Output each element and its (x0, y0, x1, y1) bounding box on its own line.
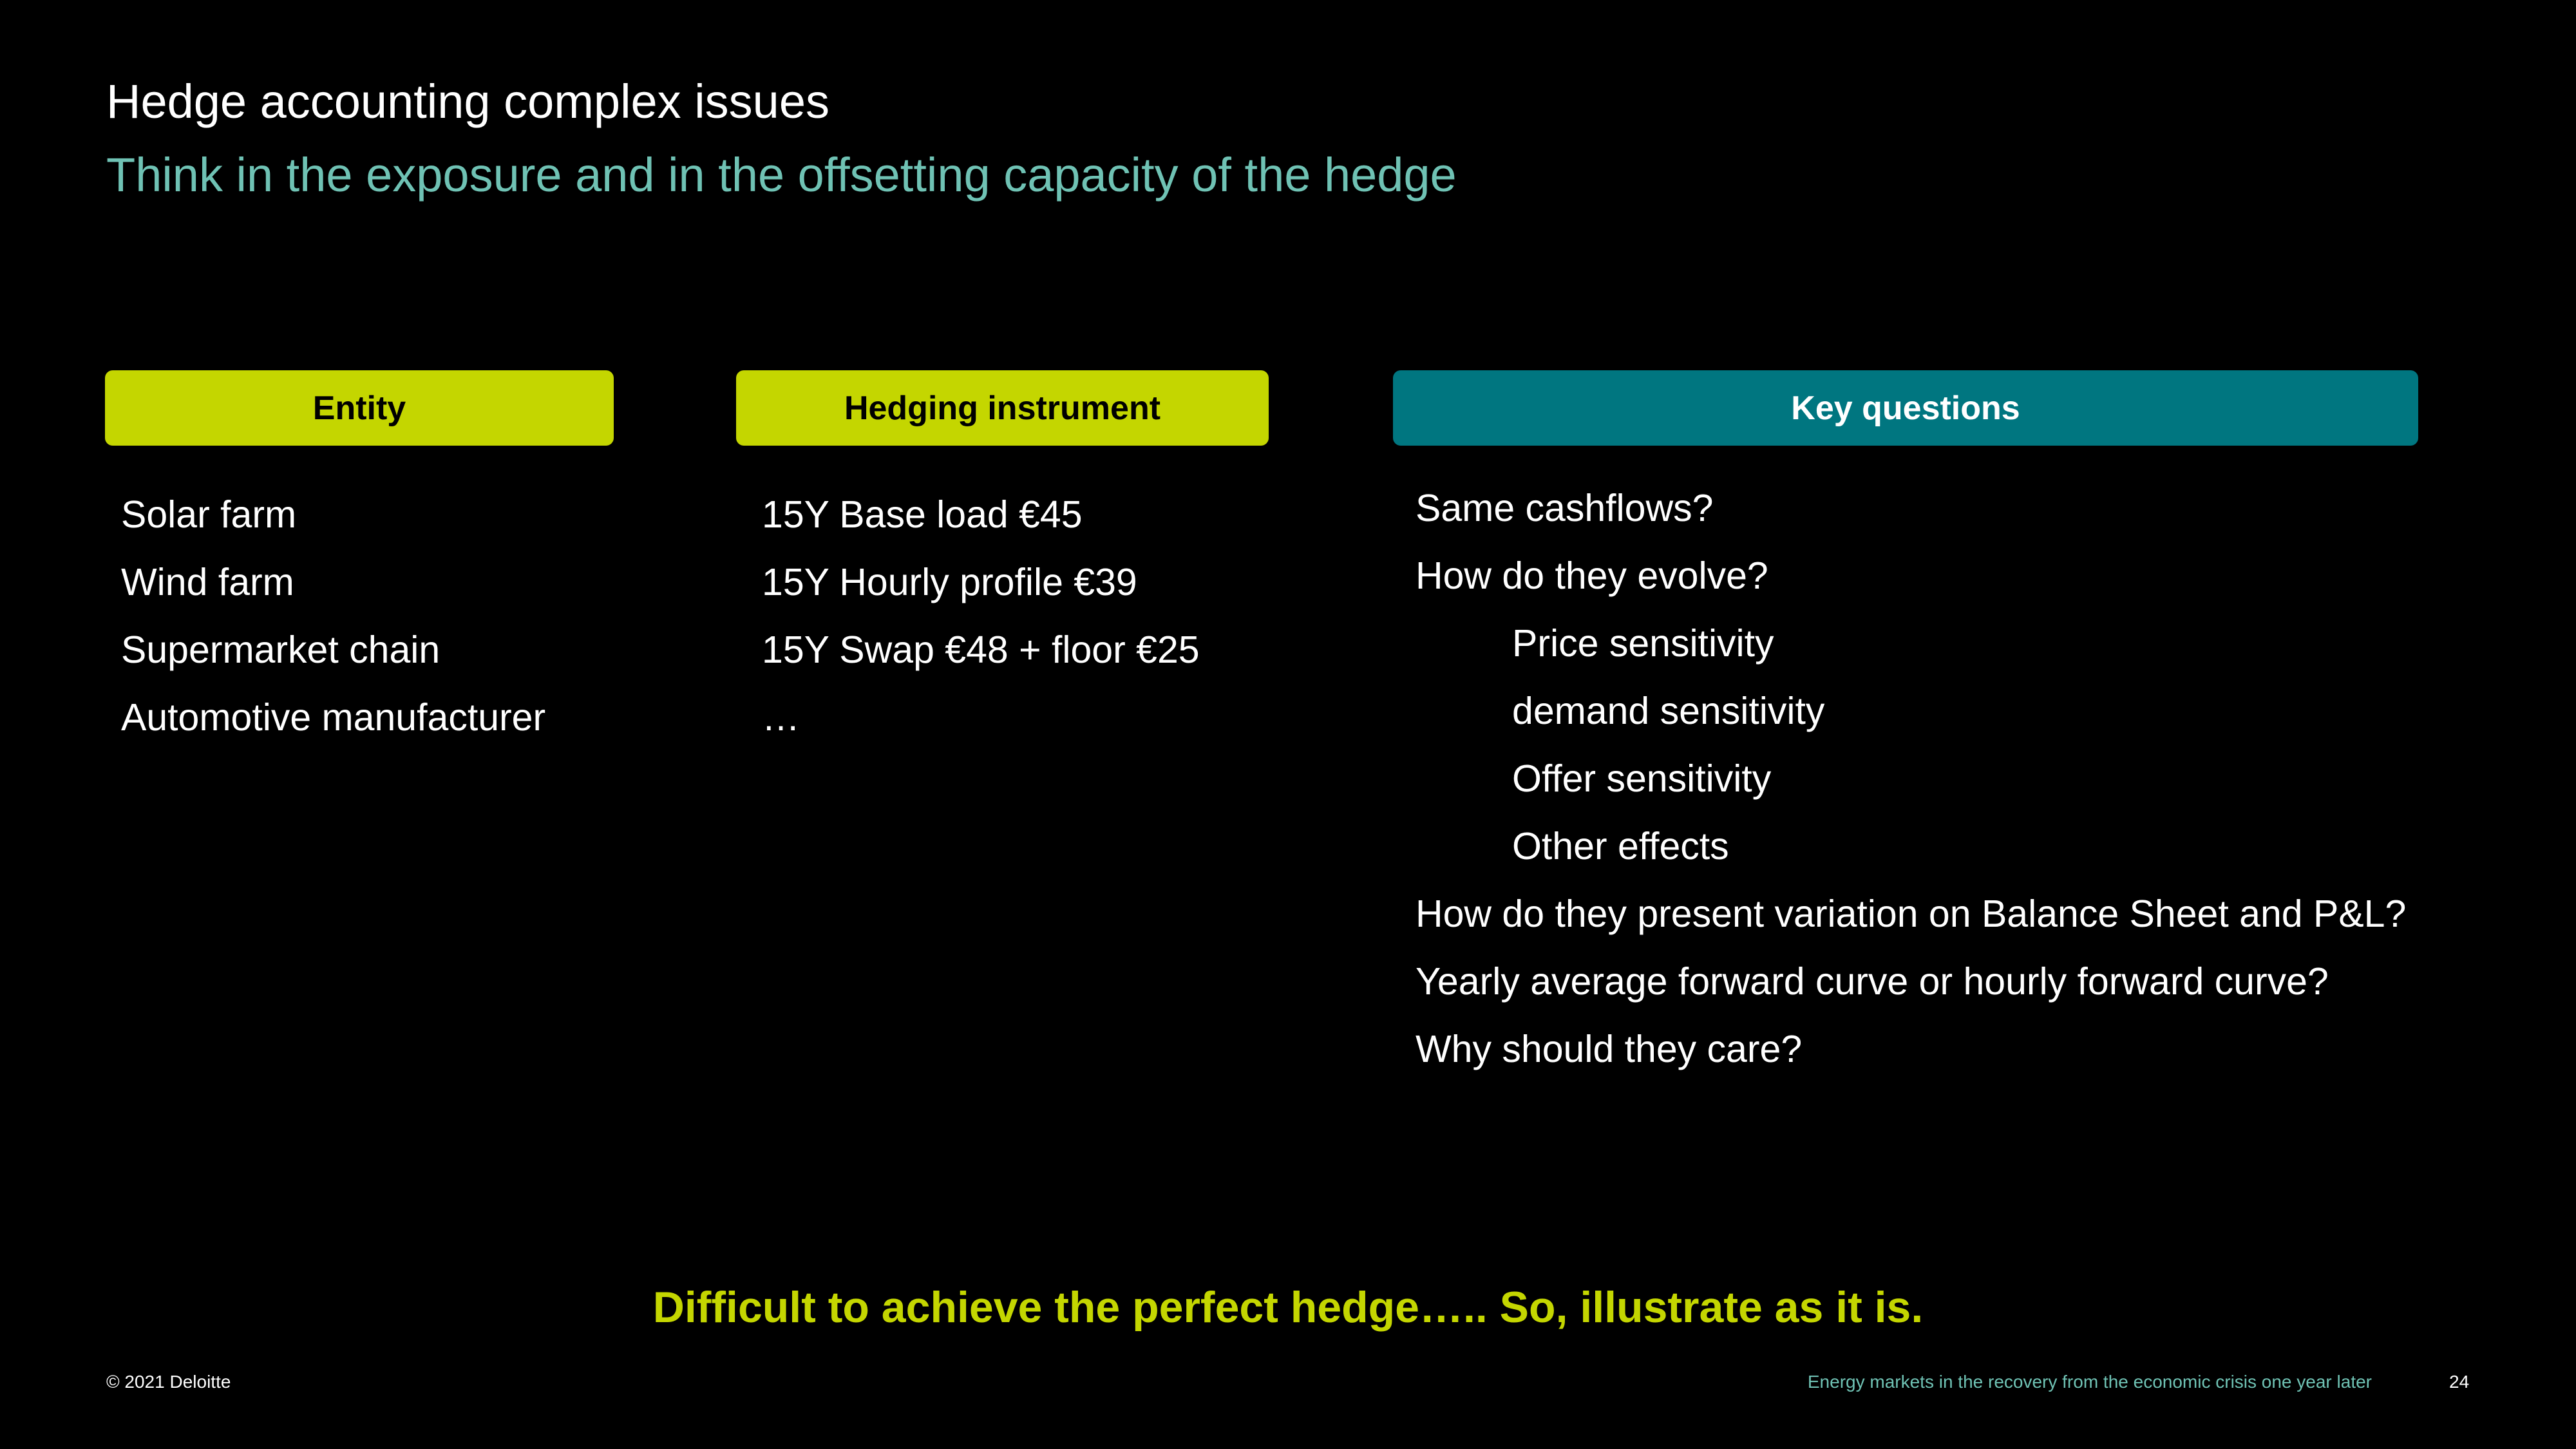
instrument-item: 15Y Hourly profile €39 (762, 561, 1137, 603)
question-item: Why should they care? (1416, 1028, 1803, 1070)
conclusion-statement: Difficult to achieve the perfect hedge….. So, illustrate as it is. (652, 1283, 1924, 1332)
question-subitem: Price sensitivity (1512, 622, 1774, 665)
presentation-title: Energy markets in the recovery from the economic crisis one year later (1807, 1372, 2372, 1392)
question-subitem: Other effects (1512, 825, 1729, 867)
entity-item: Supermarket chain (121, 629, 440, 671)
entity-item: Solar farm (121, 493, 297, 536)
key-questions-header: Key questions (1393, 370, 2418, 446)
entity-list (121, 481, 545, 752)
question-item: Yearly average forward curve or hourly forward curve? (1416, 960, 2329, 1003)
question-subitem: demand sensitivity (1512, 690, 1825, 732)
hedging-instrument-header: Hedging instrument (736, 370, 1269, 446)
key-questions-list (1416, 475, 2406, 1083)
instrument-item: 15Y Swap €48 + floor €25 (762, 629, 1200, 671)
slide-title: Hedge accounting complex issues (106, 75, 829, 128)
page-number: 24 (2449, 1372, 2470, 1392)
slide-subtitle: Think in the exposure and in the offsetting capacity of the hedge (106, 148, 1457, 202)
instrument-item: 15Y Base load €45 (762, 493, 1083, 536)
entity-item: Wind farm (121, 561, 294, 603)
question-item: How do they present variation on Balance Sheet and P&L? (1416, 893, 2407, 935)
question-subitem: Offer sensitivity (1512, 757, 1772, 800)
instrument-item: … (762, 696, 800, 739)
question-item: How do they evolve? (1416, 554, 1768, 597)
copyright: © 2021 Deloitte (106, 1372, 231, 1392)
entity-item: Automotive manufacturer (121, 696, 546, 739)
question-item: Same cashflows? (1416, 487, 1714, 529)
entity-header: Entity (105, 370, 614, 446)
hedging-instrument-list (762, 481, 1200, 752)
